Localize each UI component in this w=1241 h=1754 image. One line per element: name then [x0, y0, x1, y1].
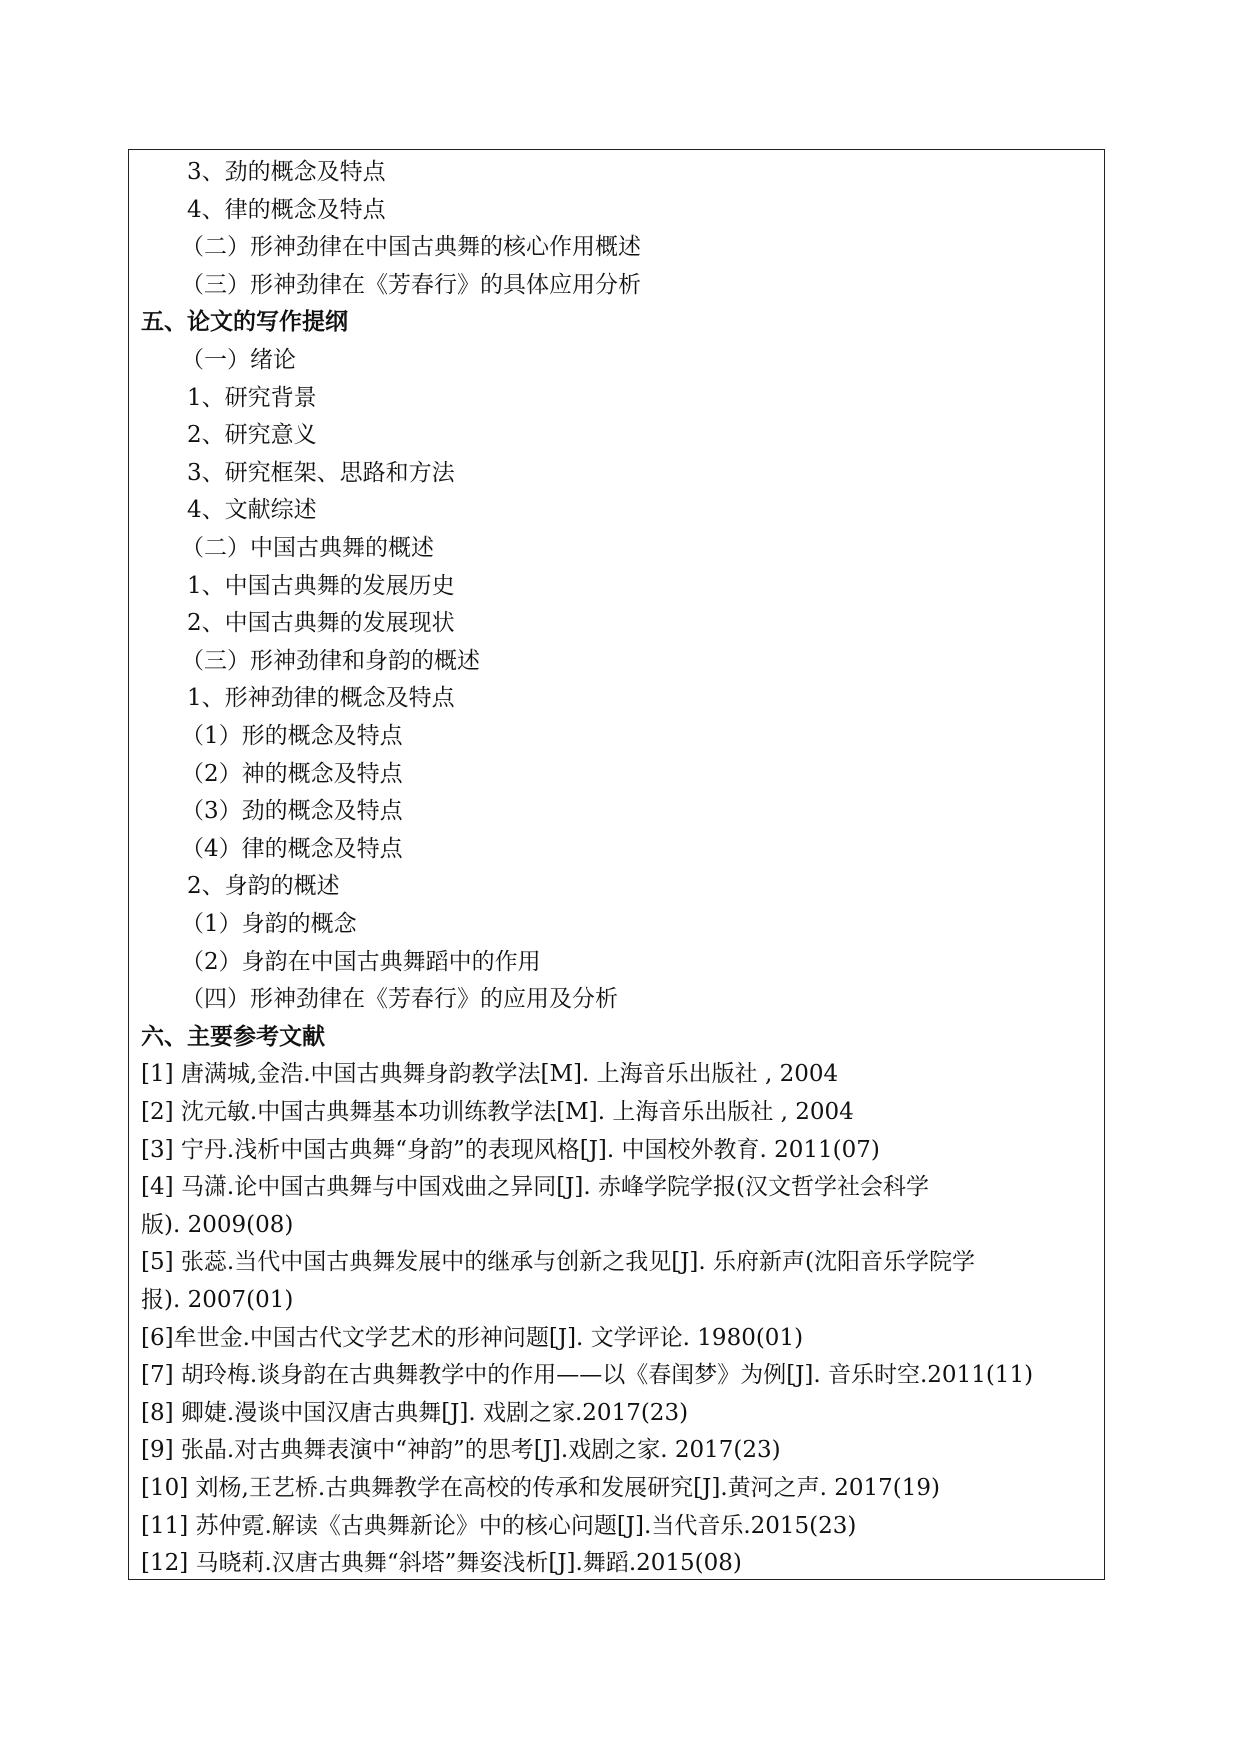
- reference-item: [11] 苏仲霓.解读《古典舞新论》中的核心问题[J].当代音乐.2015(23): [141, 1512, 857, 1539]
- outline-item: 1、中国古典舞的发展历史: [187, 572, 455, 599]
- reference-item: [3] 宁丹.浅析中国古典舞“身韵”的表现风格[J]. 中国校外教育. 2011(07): [141, 1136, 880, 1163]
- reference-item: [1] 唐满城,金浩.中国古典舞身韵教学法[M]. 上海音乐出版社 , 2004: [141, 1061, 839, 1088]
- outline-table-cell: [128, 149, 1105, 1580]
- reference-item: 报). 2007(01): [141, 1287, 294, 1313]
- outline-item: 1、研究背景: [187, 384, 317, 411]
- outline-item: （4）律的概念及特点: [181, 835, 403, 862]
- reference-item: [10] 刘杨,王艺桥.古典舞教学在高校的传承和发展研究[J].黄河之声. 2017(19): [141, 1475, 940, 1501]
- outline-item: 4、文献综述: [187, 497, 317, 524]
- outline-item: （1）身韵的概念: [181, 911, 357, 937]
- outline-item: 3、研究框架、思路和方法: [187, 459, 455, 486]
- outline-item: 2、中国古典舞的发展现状: [187, 610, 455, 637]
- reference-item: [6]牟世金.中国古代文学艺术的形神问题[J]. 文学评论. 1980(01): [141, 1324, 804, 1351]
- reference-item: [2] 沈元敏.中国古典舞基本功训练教学法[M]. 上海音乐出版社 , 2004: [141, 1099, 854, 1125]
- outline-item: （一）绪论: [181, 347, 296, 373]
- section-heading: 五、论文的写作提纲: [141, 308, 348, 336]
- reference-item: [8] 卿婕.漫谈中国汉唐古典舞[J]. 戏剧之家.2017(23): [141, 1399, 689, 1426]
- outline-item: （3）劲的概念及特点: [181, 798, 403, 825]
- outline-item: 2、身韵的概述: [187, 873, 340, 900]
- outline-item: （1）形的概念及特点: [181, 723, 403, 749]
- outline-item: 1、形神劲律的概念及特点: [187, 685, 455, 712]
- section-heading: 六、主要参考文献: [141, 1022, 325, 1050]
- reference-item: [7] 胡玲梅.谈身韵在古典舞教学中的作用——以《春闺梦》为例[J]. 音乐时空.2011(11): [141, 1362, 1034, 1389]
- outline-item: （三）形神劲律和身韵的概述: [181, 647, 480, 674]
- outline-item: （2）身韵在中国古典舞蹈中的作用: [181, 948, 541, 975]
- outline-item: （二）中国古典舞的概述: [181, 535, 434, 561]
- outline-item: （三）形神劲律在《芳春行》的具体应用分析: [181, 271, 641, 298]
- reference-item: [4] 马潇.论中国古典舞与中国戏曲之异同[J]. 赤峰学院学报(汉文哲学社会科学: [141, 1174, 929, 1201]
- reference-item: [5] 张蕊.当代中国古典舞发展中的继承与创新之我见[J]. 乐府新声(沈阳音乐学院学: [141, 1249, 975, 1276]
- outline-item: （2）神的概念及特点: [181, 760, 403, 787]
- outline-item: 2、研究意义: [187, 422, 317, 449]
- reference-item: 版). 2009(08): [141, 1211, 294, 1238]
- outline-item: 4、律的概念及特点: [187, 196, 386, 223]
- outline-item: （四）形神劲律在《芳春行》的应用及分析: [181, 986, 618, 1013]
- outline-item: （二）形神劲律在中国古典舞的核心作用概述: [181, 234, 641, 261]
- reference-item: [12] 马晓莉.汉唐古典舞“斜塔”舞姿浅析[J].舞蹈.2015(08): [141, 1550, 742, 1577]
- outline-item: 3、劲的概念及特点: [187, 159, 386, 185]
- reference-item: [9] 张晶.对古典舞表演中“神韵”的思考[J].戏剧之家. 2017(23): [141, 1437, 781, 1464]
